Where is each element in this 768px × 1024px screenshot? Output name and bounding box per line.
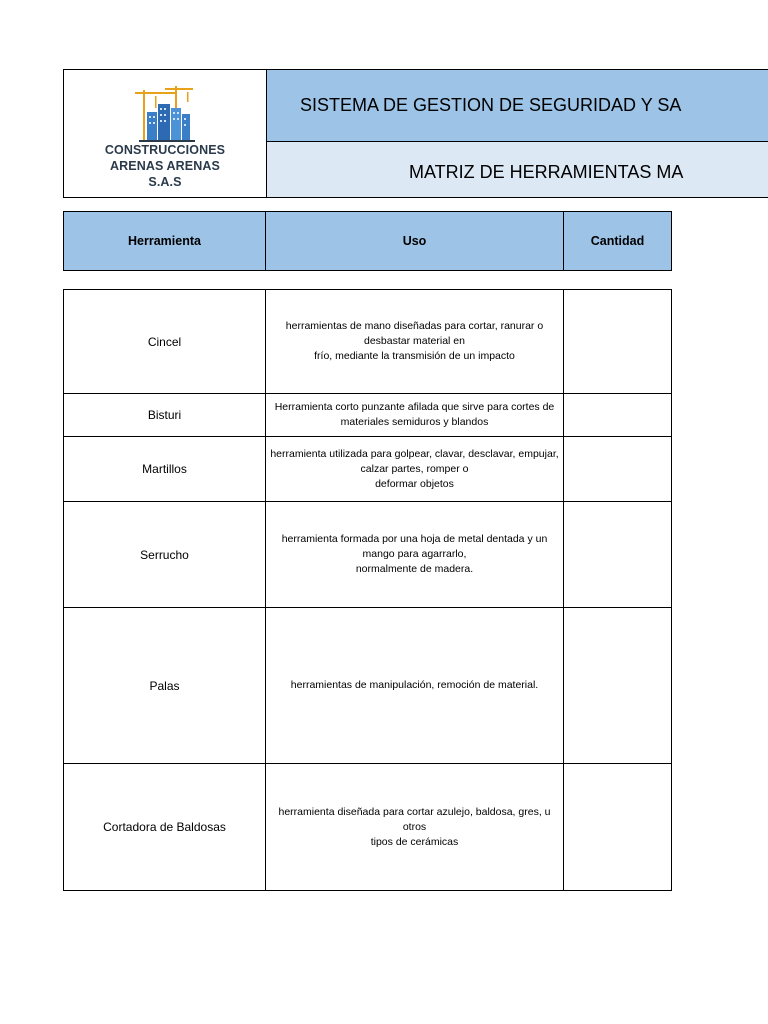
table-row [64, 608, 672, 764]
tool-name: Martillos [64, 437, 266, 502]
logo-cell [64, 70, 267, 197]
table-row [64, 394, 672, 437]
tool-use: herramienta formada por una hoja de metal dentada y un mango para agarrarlo, normalmente de madera. [266, 502, 564, 608]
company-name-line2: ARENAS ARENAS S.A.S [110, 159, 220, 189]
tool-quantity [564, 437, 672, 502]
column-header-cantidad: Cantidad [564, 212, 672, 271]
column-header-herramienta: Herramienta [64, 212, 266, 271]
tool-use: herramientas de manipulación, remoción de material. [266, 608, 564, 764]
company-logo [95, 84, 235, 189]
table-row [64, 764, 672, 891]
tool-quantity [564, 608, 672, 764]
tool-name: Cortadora de Baldosas [64, 764, 266, 891]
tool-name: Serrucho [64, 502, 266, 608]
tool-use: herramienta utilizada para golpear, clavar, desclavar, empujar, calzar partes, romper o deformar objetos [266, 437, 564, 502]
document-header [63, 69, 768, 198]
tools-table [63, 289, 672, 891]
tool-quantity [564, 394, 672, 437]
document-title: SISTEMA DE GESTION DE SEGURIDAD Y SA [267, 70, 768, 142]
column-header-uso: Uso [266, 212, 564, 271]
tool-name: Bisturi [64, 394, 266, 437]
tool-use: herramienta diseñada para cortar azulejo, baldosa, gres, u otros tipos de cerámicas [266, 764, 564, 891]
tool-use: Herramienta corto punzante afilada que sirve para cortes de materiales semiduros y blandos [266, 394, 564, 437]
table-row [64, 437, 672, 502]
tool-name: Palas [64, 608, 266, 764]
company-name-line1: CONSTRUCCIONES [104, 143, 226, 157]
tool-name: Cincel [64, 290, 266, 394]
tool-quantity [564, 764, 672, 891]
table-row [64, 502, 672, 608]
tool-quantity [564, 502, 672, 608]
table-row [64, 290, 672, 394]
tool-use: herramientas de mano diseñadas para cortar, ranurar o desbastar material en frío, mediante la transmisión de un impacto [266, 290, 564, 394]
company-name [95, 142, 235, 190]
tool-quantity [564, 290, 672, 394]
column-header-table [63, 211, 672, 271]
document-subtitle: MATRIZ DE HERRAMIENTAS MA [267, 142, 768, 197]
building-crane-icon [95, 84, 235, 144]
